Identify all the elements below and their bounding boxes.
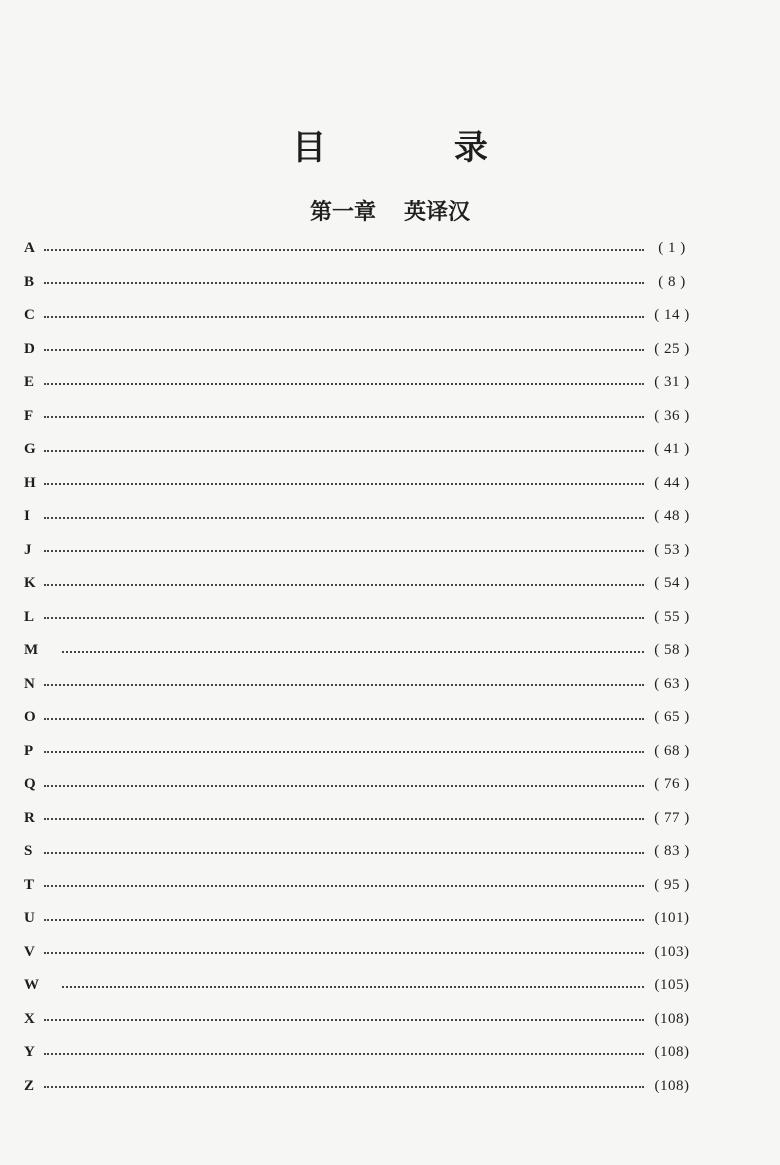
toc-dot-leader <box>44 584 644 586</box>
toc-dot-leader <box>44 483 644 485</box>
toc-entry-letter: H <box>24 474 36 491</box>
toc-dot-leader <box>44 249 644 251</box>
toc-entry-r[interactable] <box>24 802 694 836</box>
toc-dot-leader <box>62 651 644 653</box>
page-title: 目 录 <box>292 128 546 168</box>
toc-entry-s[interactable] <box>24 835 694 869</box>
toc-entry-page: ( 54 ) <box>654 575 690 592</box>
toc-entry-k[interactable] <box>24 567 694 601</box>
toc-entry-page: ( 65 ) <box>654 709 690 726</box>
toc-entry-w[interactable] <box>24 969 694 1003</box>
toc-dot-leader <box>44 349 644 351</box>
toc-entry-q[interactable] <box>24 768 694 802</box>
toc-dot-leader <box>44 952 644 954</box>
toc-entry-e[interactable] <box>24 366 694 400</box>
toc-entry-page: ( 58 ) <box>654 642 690 659</box>
toc-entry-page: ( 1 ) <box>658 240 686 257</box>
toc-entry-o[interactable] <box>24 701 694 735</box>
toc-entry-page: ( 8 ) <box>658 273 686 290</box>
toc-dot-leader <box>44 785 644 787</box>
toc-entry-h[interactable] <box>24 467 694 501</box>
toc-dot-leader <box>44 416 644 418</box>
chapter-title <box>0 198 780 228</box>
toc-entry-letter: G <box>24 441 36 458</box>
toc-entry-page: ( 83 ) <box>654 843 690 860</box>
toc-dot-leader <box>44 383 644 385</box>
toc-entry-i[interactable] <box>24 500 694 534</box>
toc-entry-p[interactable] <box>24 735 694 769</box>
toc-entry-page: (101) <box>654 910 690 927</box>
toc-entry-page: (105) <box>654 977 690 994</box>
toc-entry-page: ( 76 ) <box>654 776 690 793</box>
toc-entry-page: (103) <box>654 943 690 960</box>
toc-entry-letter: V <box>24 943 35 960</box>
toc-entry-n[interactable] <box>24 668 694 702</box>
toc-dot-leader <box>44 316 644 318</box>
chapter-name: 英译汉 <box>404 200 471 225</box>
toc-entry-letter: S <box>24 843 33 860</box>
toc-dot-leader <box>44 617 644 619</box>
toc-entry-page: ( 95 ) <box>654 876 690 893</box>
toc-entry-letter: F <box>24 407 34 424</box>
toc-dot-leader <box>44 919 644 921</box>
toc-entry-letter: C <box>24 307 35 324</box>
toc-dot-leader <box>44 1019 644 1021</box>
toc-dot-leader <box>44 751 644 753</box>
toc-entry-page: ( 41 ) <box>654 441 690 458</box>
chapter-number: 第一章 <box>309 200 376 225</box>
toc-entry-letter: N <box>24 675 35 692</box>
toc-entry-z[interactable] <box>24 1070 694 1104</box>
toc-dot-leader <box>44 684 644 686</box>
toc-entry-letter: J <box>24 541 32 558</box>
toc-entry-page: ( 48 ) <box>654 508 690 525</box>
toc-entry-letter: O <box>24 709 36 726</box>
toc-dot-leader <box>44 718 644 720</box>
toc-entry-m[interactable] <box>24 634 694 668</box>
toc-entry-d[interactable] <box>24 333 694 367</box>
toc-dot-leader <box>44 450 644 452</box>
toc-dot-leader <box>44 885 644 887</box>
toc-dot-leader <box>44 550 644 552</box>
toc-entry-page: ( 25 ) <box>654 340 690 357</box>
toc-entry-x[interactable] <box>24 1003 694 1037</box>
toc-entry-letter: B <box>24 273 35 290</box>
toc-entry-page: ( 36 ) <box>654 407 690 424</box>
toc-entry-b[interactable] <box>24 266 694 300</box>
toc-entry-y[interactable] <box>24 1036 694 1070</box>
toc-dot-leader <box>44 282 644 284</box>
toc-entry-letter: D <box>24 340 35 357</box>
toc-dot-leader <box>44 818 644 820</box>
toc-entry-page: (108) <box>654 1010 690 1027</box>
toc-entry-page: ( 63 ) <box>654 675 690 692</box>
toc-entry-page: ( 68 ) <box>654 742 690 759</box>
toc-entry-page: ( 77 ) <box>654 809 690 826</box>
toc-entry-letter: W <box>24 977 39 994</box>
toc-entry-page: ( 55 ) <box>654 608 690 625</box>
toc-entry-letter: T <box>24 876 35 893</box>
toc-entry-page: ( 44 ) <box>654 474 690 491</box>
toc-entry-page: ( 14 ) <box>654 307 690 324</box>
toc-entry-letter: Q <box>24 776 36 793</box>
toc-entry-letter: E <box>24 374 35 391</box>
toc-entry-page: ( 31 ) <box>654 374 690 391</box>
toc-dot-leader <box>44 517 644 519</box>
toc-entry-letter: I <box>24 508 30 525</box>
toc-entry-page: (108) <box>654 1077 690 1094</box>
toc-entry-t[interactable] <box>24 869 694 903</box>
toc-entry-letter: Y <box>24 1044 35 1061</box>
toc-entry-a[interactable] <box>24 232 694 266</box>
toc-entry-letter: L <box>24 608 35 625</box>
toc-entry-page: (108) <box>654 1044 690 1061</box>
toc-dot-leader <box>44 1053 644 1055</box>
toc-entry-f[interactable] <box>24 400 694 434</box>
toc-entry-letter: Z <box>24 1077 35 1094</box>
toc-entry-v[interactable] <box>24 936 694 970</box>
toc-entry-letter: P <box>24 742 34 759</box>
toc-entry-letter: R <box>24 809 35 826</box>
toc-entry-c[interactable] <box>24 299 694 333</box>
table-of-contents <box>24 232 694 1103</box>
toc-entry-letter: A <box>24 240 35 257</box>
toc-entry-letter: U <box>24 910 35 927</box>
toc-entry-u[interactable] <box>24 902 694 936</box>
toc-dot-leader <box>44 1086 644 1088</box>
toc-dot-leader <box>62 986 644 988</box>
toc-entry-g[interactable] <box>24 433 694 467</box>
toc-entry-j[interactable] <box>24 534 694 568</box>
toc-entry-page: ( 53 ) <box>654 541 690 558</box>
toc-entry-letter: X <box>24 1010 35 1027</box>
toc-dot-leader <box>44 852 644 854</box>
toc-entry-l[interactable] <box>24 601 694 635</box>
toc-entry-letter: M <box>24 642 39 659</box>
toc-entry-letter: K <box>24 575 36 592</box>
